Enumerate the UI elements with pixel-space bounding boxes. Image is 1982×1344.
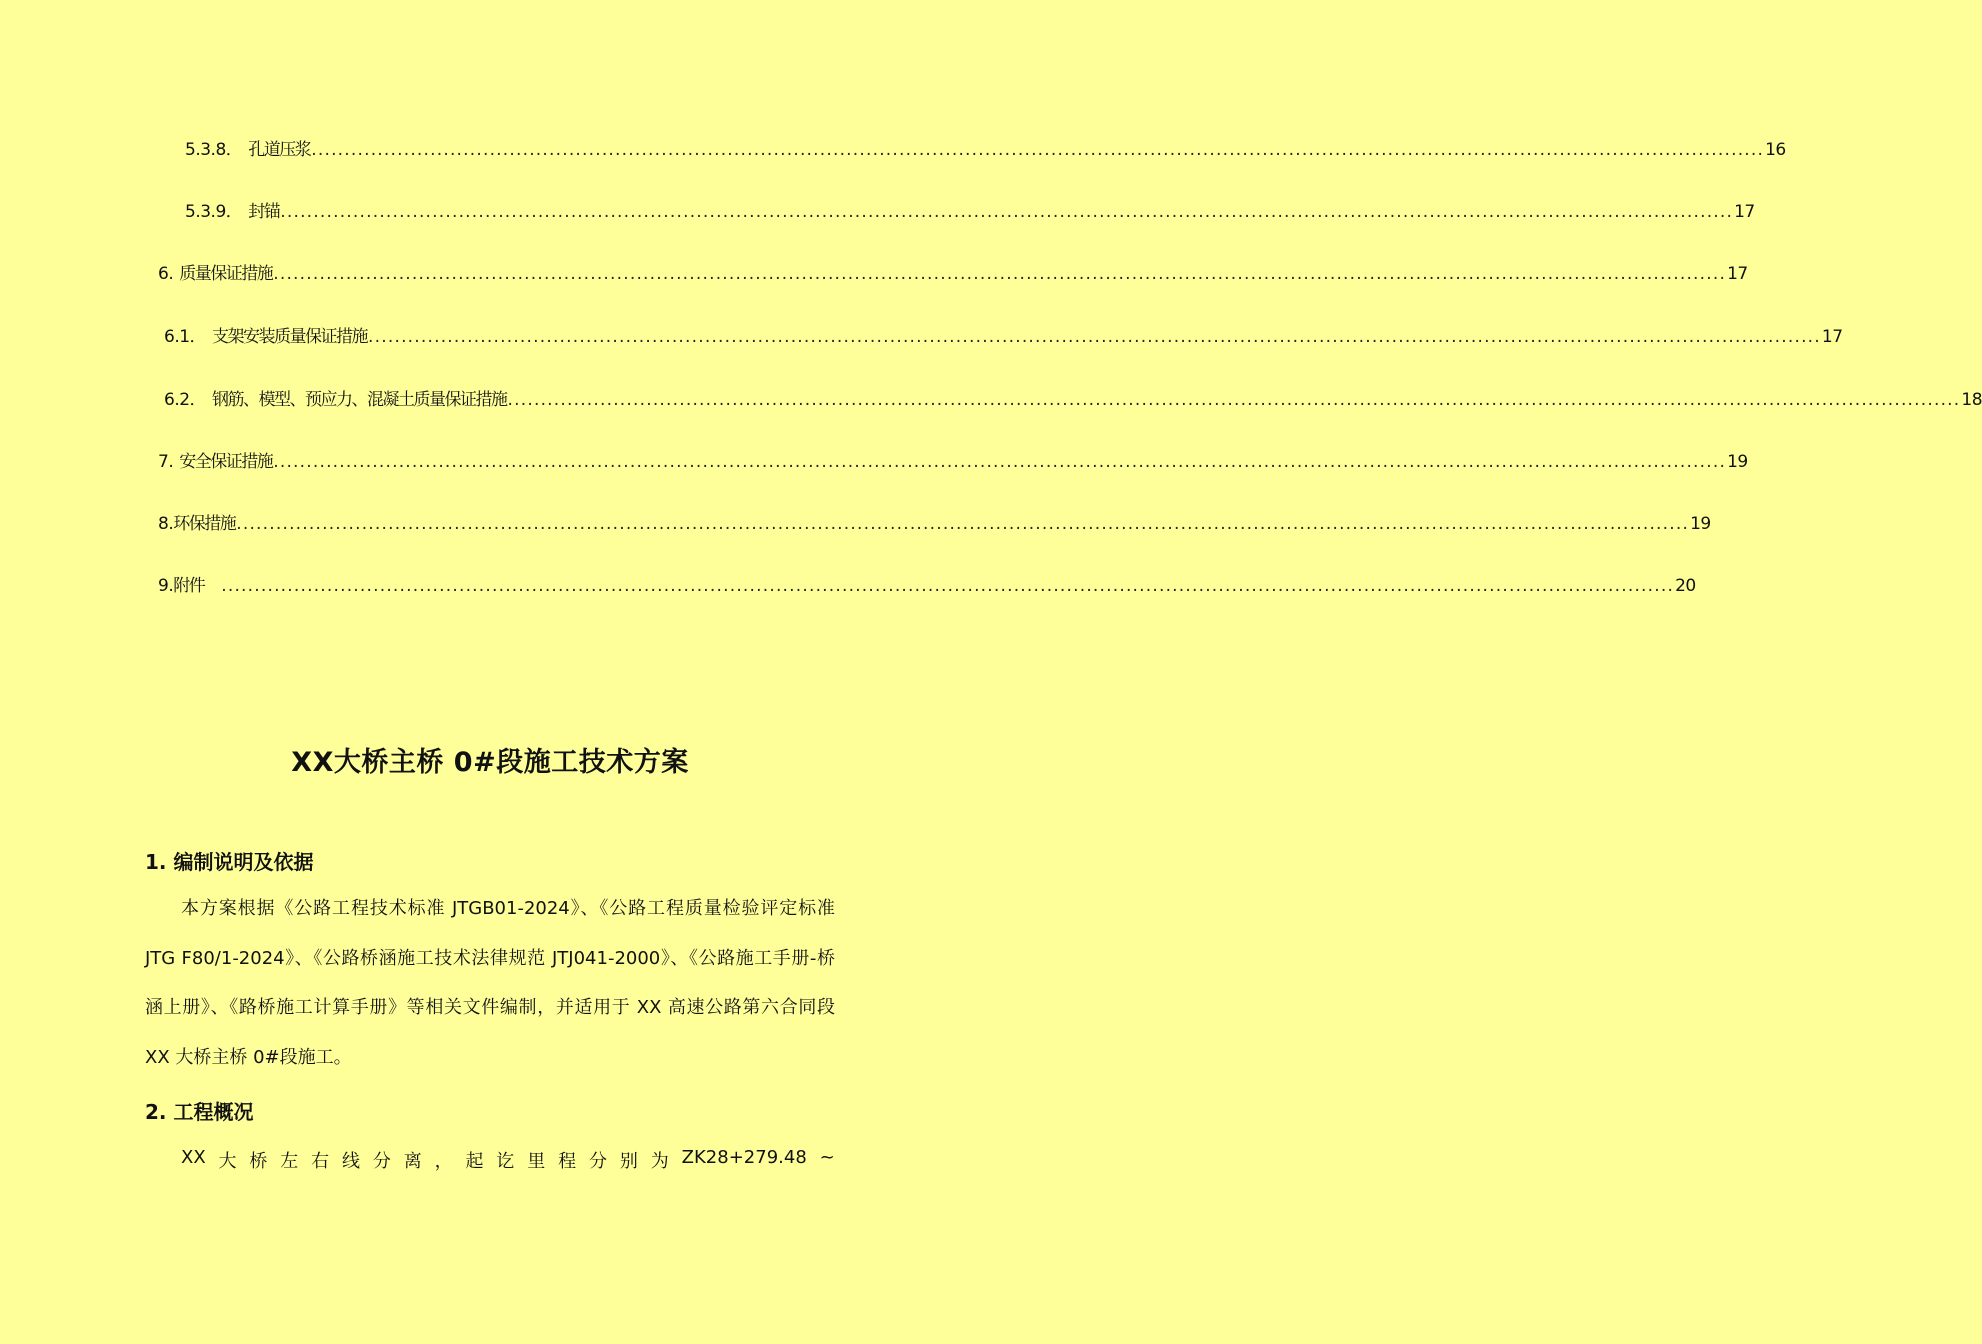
toc-page-number: 18 [1961, 390, 1982, 410]
toc-page-number: 16 [1765, 140, 1786, 160]
toc-leader-dots: ............................................................................................................................................................................................................................ [507, 390, 1961, 410]
toc-page-number: 17 [1821, 327, 1843, 347]
paragraph-word: 别 [619, 1151, 638, 1172]
toc-number: 7. [158, 452, 174, 472]
toc-leader-dots: ............................................................................................................................................................................................................................ [273, 264, 1727, 284]
toc-title: 孔道压浆 [248, 140, 311, 160]
paragraph-word: 线 [342, 1151, 361, 1172]
paragraph-word: 里 [527, 1151, 546, 1172]
section-heading-2: 2. 工程概况 [145, 1100, 254, 1124]
toc-entry-6-1[interactable] [164, 325, 1843, 349]
toc-title: 封锚 [248, 202, 280, 222]
toc-page-number: 20 [1675, 576, 1696, 596]
toc-leader-dots: ............................................................................................................................................................................................................................ [311, 140, 1765, 160]
paragraph-word: 分 [589, 1151, 608, 1172]
paragraph-word: 讫 [496, 1151, 515, 1172]
paragraph-word: ~ [819, 1147, 835, 1168]
paragraph-word: 分 [372, 1151, 391, 1172]
paragraph-word: 为 [650, 1151, 669, 1172]
toc-entry-9[interactable] [158, 574, 1696, 598]
toc-page-number: 19 [1690, 514, 1711, 534]
toc-number: 6.1． [164, 327, 207, 347]
toc-page-number: 17 [1734, 202, 1755, 222]
paragraph-word: 右 [311, 1151, 330, 1172]
toc-title: 安全保证措施 [179, 452, 273, 472]
paragraph-word: 大 [218, 1151, 237, 1172]
paragraph-word: 起 [465, 1151, 484, 1172]
toc-entry-7[interactable] [158, 450, 1748, 474]
toc-leader-dots: ............................................................................................................................................................................................................................ [273, 452, 1727, 472]
toc-entry-6[interactable] [158, 262, 1748, 286]
section-paragraph-2 [145, 1147, 835, 1173]
paragraph-word: ， [434, 1151, 453, 1172]
section-heading-1: 1. 编制说明及依据 [145, 850, 314, 874]
toc-leader-dots: ............................................................................................................................................................................................................................ [368, 327, 1821, 347]
paragraph-word: 离 [403, 1151, 422, 1172]
toc-number: 5.3.9． [185, 202, 243, 222]
paragraph-word: 程 [558, 1151, 577, 1172]
toc-page-number: 19 [1727, 452, 1748, 472]
toc-leader-dots: ............................................................................................................................................................................................................................ [280, 202, 1734, 222]
toc-entry-5-3-9[interactable] [185, 200, 1755, 224]
toc-leader-dots: ............................................................................................................................................................................................................................ [221, 576, 1675, 596]
toc-number: 6.2． [164, 390, 207, 410]
document-title: XX大桥主桥 0#段施工技术方案 [291, 747, 689, 778]
toc-title: 附件 [173, 576, 205, 596]
paragraph-word: 左 [280, 1151, 299, 1172]
toc-number: 9. [158, 576, 174, 596]
paragraph-word: ZK28+279.48 [681, 1147, 807, 1168]
toc-number: 5.3.8． [185, 140, 243, 160]
toc-title: 质量保证措施 [179, 264, 273, 284]
section-paragraph-1: 本方案根据《公路工程技术标准 JTGB01-2024》、《公路工程质量检验评定标准 JTG F80/1-2024》、《公路桥涵施工技术法律规范 JTJ041-2000》、《公路施工手册-桥涵上册》、《路桥施工计算手册》等相关文件编制，并适用于 XX 高速公路第六合同段 XX 大桥主桥 0#段施工。 [145, 898, 835, 1069]
toc-entry-8[interactable] [158, 512, 1711, 536]
paragraph-word: 桥 [249, 1151, 268, 1172]
toc-entry-6-2[interactable] [164, 388, 1982, 412]
toc-title: 环保措施 [173, 514, 236, 534]
toc-page-number: 17 [1727, 264, 1748, 284]
toc-entry-5-3-8[interactable] [185, 138, 1786, 162]
toc-title: 支架安装质量保证措施 [212, 327, 368, 347]
toc-number: 6. [158, 264, 174, 284]
toc-leader-dots: ............................................................................................................................................................................................................................ [236, 514, 1690, 534]
paragraph-word: XX [181, 1147, 206, 1168]
toc-title: 钢筋、模型、预应力、混凝土质量保证措施 [212, 390, 507, 410]
toc-number: 8. [158, 514, 174, 534]
